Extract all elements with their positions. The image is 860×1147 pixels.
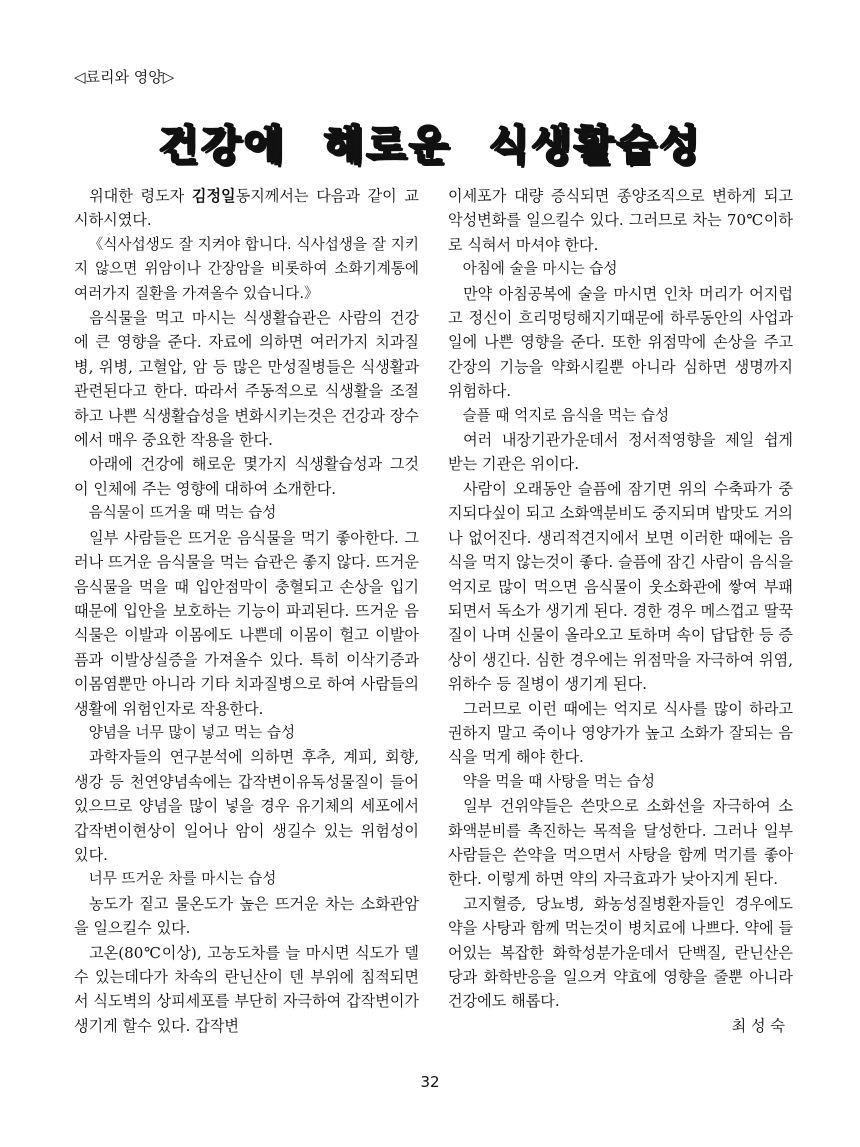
subheading-eating-when-sad: 슬플 때 억지로 음식을 먹는 습성 (462, 406, 670, 424)
author-signature: 최 성 숙 (731, 1016, 785, 1035)
paragraph: 그러므로 이런 때에는 억지로 식사를 많이 하라고 권하지 말고 죽이나 영양가가 높고 소화가 잘되는 음식을 먹게 해야 한다. (448, 699, 793, 767)
article-title: 건강에 해로운 식생활습성 (158, 121, 702, 169)
section-label: ◁료리와 영양▷ (74, 68, 175, 86)
leader-name: 김정일 (191, 187, 236, 205)
subheading-candy-with-medicine: 약을 먹을 때 사탕을 먹는 습성 (462, 772, 655, 790)
subheading-morning-alcohol: 아침에 술을 마시는 습성 (462, 260, 618, 278)
paragraph: 일부 사람들은 뜨거운 음식물을 먹기 좋아한다. 그러나 뜨거운 음식물을 먹는 습관은 좋지 않다. 뜨거운 음식물을 먹을 때 입안점막이 충혈되고 손상을 입기때문에 입안을 보호하는 기능이 파괴된다. 뜨거운 음식물은 이발과 이몸에도 나쁜데 이몸이 헐고 이발아픔과 이발상실증을 가져올수 있다. 특히 이삭기증과 이몸염뿐만 아니라 기타 치과질병으로 하여 사람들의 생활에 위험인자로 작용한다. (74, 528, 419, 718)
paragraph: 고지혈증, 당뇨병, 화농성질병환자들인 경우에도 약을 사탕과 함께 먹는것이 병치료에 나쁘다. 약에 들어있는 복잡한 화학성분가운데서 단백질, 란닌산은 당과 화학반응을 일으켜 약효에 영향을 줄뿐 아니라 건강에도 해롭다. (448, 894, 793, 1011)
left-column (74, 184, 419, 1038)
paragraph: 아래에 건강에 해로운 몇가지 식생활습성과 그것이 인체에 주는 영향에 대하여 소개한다. (74, 455, 419, 498)
paragraph: 사람이 오래동안 슬픔에 잠기면 위의 수축파가 중지되다싶이 되고 소화액분비도 중지되며 밥맛도 거의나 없어진다. 생리적견지에서 보면 이러한 때에는 음식을 먹지 않는것이 좋다. 슬픔에 잠긴 사람이 음식을 억지로 많이 먹으면 음식물이 웃소화관에 쌓여 부패되면서 독소가 생기게 된다. 경한 경우 메스껍고 딸꾹질이 나며 신물이 올라오고 토하며 속이 답답한 등 증상이 생긴다. 심한 경우에는 위점막을 자극하여 위염, 위하수 등 질병이 생기게 된다. (448, 479, 793, 694)
quotation: 《식사섭생도 잘 지켜야 합니다. 식사섭생을 잘 지키지 않으면 위암이나 간장암을 비롯하여 소화기계통에 여러가지 질환을 가져올수 있습니다.》 (74, 235, 419, 302)
paragraph-continued: 이세포가 대량 증식되면 종양조직으로 변하게 되고 악성변화를 일으킬수 있다. 그러므로 차는 70℃이하로 식혀서 마셔야 한다. (448, 187, 793, 254)
paragraph: 고온(80℃이상), 고농도차를 늘 마시면 식도가 델수 있는데다가 차속의 란닌산이 덴 부위에 침적되면서 식도벽의 상피세포를 부단히 자극하여 갑작변이가 생기게 할수 있다. 갑작변 (74, 943, 419, 1035)
subheading-hot-food: 음식물이 뜨거울 때 먹는 습성 (88, 504, 277, 522)
paragraph: 과학자들의 연구분석에 의하면 후추, 계피, 회향, 생강 등 천연양념속에는 갑작변이유독성물질이 들어있으므로 양념을 많이 넣을 경우 유기체의 세포에서 갑작변이현상이 일어나 암이 생길수 있는 위험성이 있다. (74, 748, 419, 864)
subheading-spices: 양념을 너무 많이 넣고 먹는 습성 (88, 723, 296, 741)
page-number: 32 (420, 1073, 440, 1091)
paragraph: 일부 건위약들은 쓴맛으로 소화선을 자극하여 소화액분비를 촉진하는 목적을 달성한다. 그러나 일부 사람들은 쓴약을 먹으면서 사탕을 함께 먹기를 좋아한다. 이렇게 하면 약의 자극효과가 낮아지게 된다. (448, 797, 793, 889)
paragraph: 만약 아침공복에 술을 마시면 인차 머리가 어지럽고 정신이 흐리멍텅해지기때문에 하루동안의 사업과 일에 나쁜 영향을 준다. 또한 위점막에 손상을 주고 간장의 기능을 약화시킬뿐 아니라 심하면 생명까지 위험하다. (448, 284, 793, 401)
paragraph: 음식물을 먹고 마시는 식생활습관은 사람의 건강에 큰 영향을 준다. 자료에 의하면 여러가지 치과질병, 위병, 고혈압, 암 등 많은 만성질병들은 식생활과 관련된다고 한다. 따라서 주동적으로 식생활을 조절하고 나쁜 식생활습성을 변화시키는것은 건강과 장수에서 매우 중요한 작용을 한다. (74, 309, 419, 450)
right-column (448, 184, 793, 1038)
paragraph: 농도가 짙고 물온도가 높은 뜨거운 차는 소화관암을 일으킬수 있다. (74, 894, 419, 938)
subheading-hot-tea: 너무 뜨거운 차를 마시는 습성 (88, 870, 277, 888)
intro-paragraph: 위대한 령도자 김정일동지께서는 다음과 같이 교시하시였다. (74, 187, 419, 230)
paragraph: 여러 내장기관가운데서 정서적영향을 제일 쉽게 받는 기관은 위이다. (448, 431, 793, 474)
